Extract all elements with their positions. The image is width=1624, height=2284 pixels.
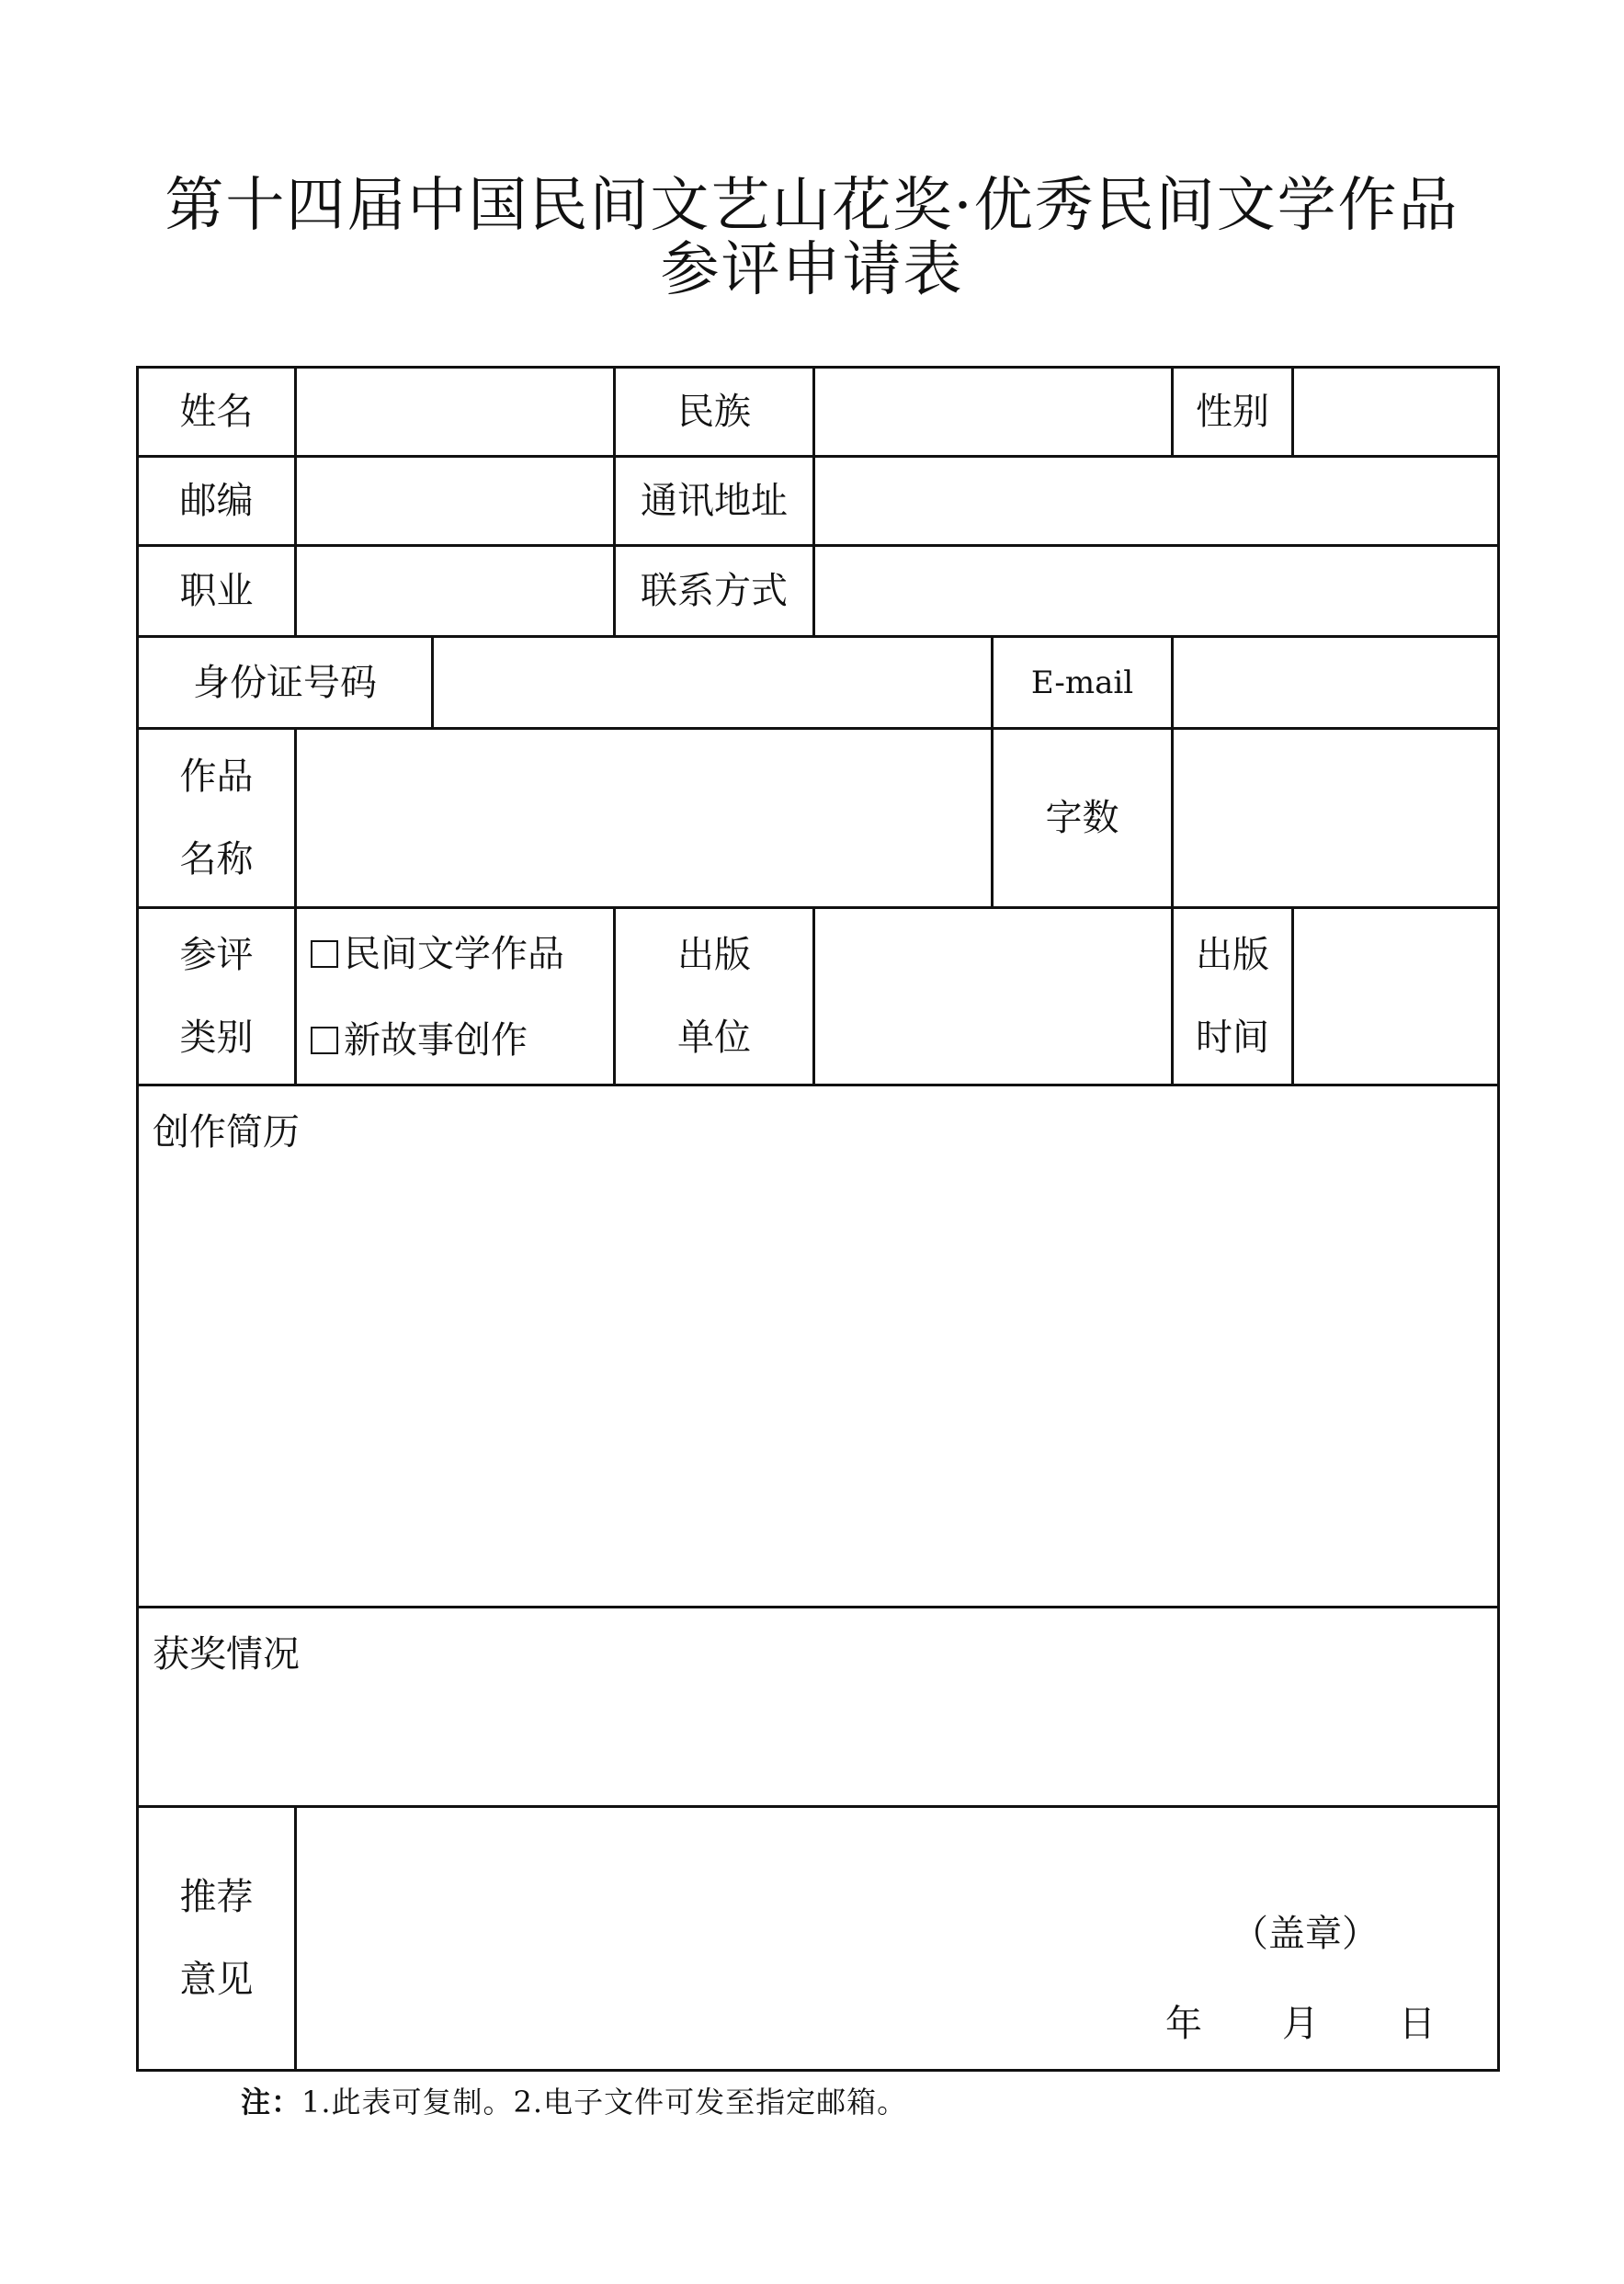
date-year-label: 年 [1165, 2003, 1202, 2045]
label-word-count: 字数 [1045, 797, 1119, 839]
label-work-name-line2: 名称 [179, 838, 254, 881]
label-publisher-line2: 单位 [677, 1017, 751, 1059]
input-ethnicity[interactable] [812, 366, 1174, 458]
label-name: 姓名 [179, 391, 254, 433]
label-awards: 获奖情况 [153, 1633, 300, 1676]
input-publisher[interactable] [812, 906, 1174, 1086]
label-email: E-mail [1030, 664, 1134, 701]
input-contact[interactable] [812, 544, 1500, 638]
label-postcode: 邮编 [179, 480, 254, 522]
input-gender[interactable] [1291, 366, 1500, 458]
date-month-label: 月 [1282, 2003, 1319, 2045]
label-occupation: 职业 [179, 570, 254, 612]
label-recommend [136, 1805, 297, 2072]
input-occupation[interactable] [294, 544, 616, 638]
label-recommend-line2: 意见 [179, 1959, 254, 2001]
label-pub-time-line2: 时间 [1196, 1017, 1269, 1059]
seal-label: （盖章） [1232, 1913, 1379, 1955]
label-pub-time-line1: 出版 [1196, 934, 1269, 976]
option-folk-literature-label: 民间文学作品 [344, 933, 564, 975]
label-contact: 联系方式 [641, 570, 788, 612]
footnote-prefix: 注： [241, 2085, 302, 2119]
option-folk-literature[interactable] [311, 933, 564, 975]
input-pub-time[interactable] [1291, 906, 1500, 1086]
label-work-name-line1: 作品 [179, 756, 254, 798]
label-resume: 创作简历 [153, 1111, 300, 1153]
checkbox-new-story[interactable] [311, 1027, 338, 1054]
option-new-story[interactable] [311, 1019, 528, 1062]
label-address: 通讯地址 [641, 480, 788, 522]
label-gender: 性别 [1196, 391, 1269, 433]
label-publisher [613, 906, 815, 1086]
input-resume[interactable] [136, 1084, 1500, 1608]
label-ethnicity: 民族 [677, 391, 751, 433]
checkbox-folk-literature[interactable] [311, 940, 338, 968]
label-category-line2: 类别 [179, 1017, 254, 1059]
form-title-line1: 第十四届中国民间文艺山花奖·优秀民间文学作品 [165, 172, 1459, 240]
label-category-line1: 参评 [179, 934, 254, 976]
input-work-name[interactable] [294, 727, 994, 909]
label-id-number: 身份证号码 [193, 661, 377, 704]
option-new-story-label: 新故事创作 [344, 1019, 528, 1062]
input-email[interactable] [1171, 635, 1500, 730]
form-title-line2: 参评申请表 [660, 236, 964, 304]
footnote-text: 1.此表可复制。2.电子文件可发至指定邮箱。 [301, 2085, 908, 2119]
label-recommend-line1: 推荐 [179, 1876, 254, 1918]
label-work-name [136, 727, 297, 909]
label-publisher-line1: 出版 [677, 934, 751, 976]
input-word-count[interactable] [1171, 727, 1500, 909]
input-id-number[interactable] [431, 635, 994, 730]
input-name[interactable] [294, 366, 616, 458]
label-category [136, 906, 297, 1086]
input-postcode[interactable] [294, 455, 616, 547]
footnote [241, 2079, 907, 2121]
input-address[interactable] [812, 455, 1500, 547]
label-pub-time [1171, 906, 1294, 1086]
date-day-label: 日 [1399, 2003, 1436, 2045]
